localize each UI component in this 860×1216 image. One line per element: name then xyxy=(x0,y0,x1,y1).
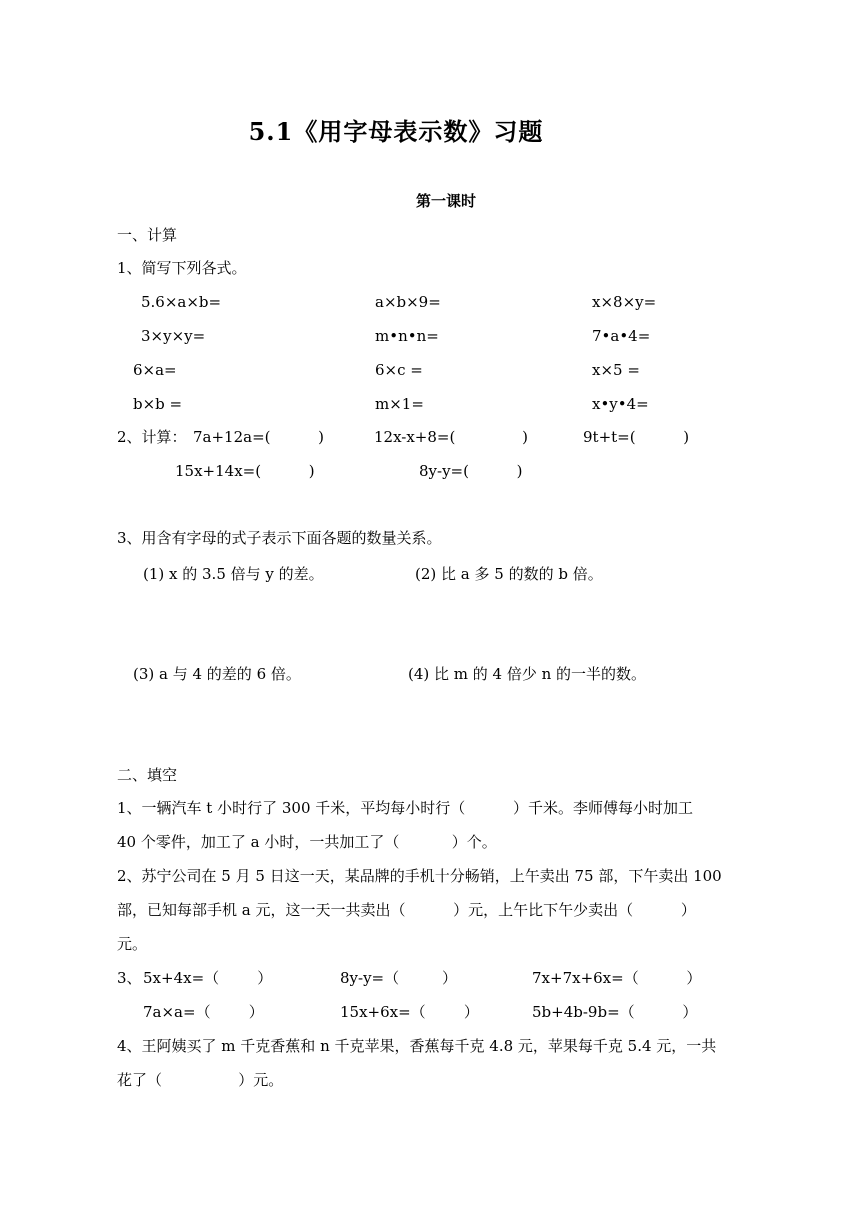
q2-label: 2、计算： xyxy=(117,428,187,446)
q2-item-1: 7a+12a=( ) xyxy=(193,428,325,446)
worksheet-title: 5.1《用字母表示数》习题 xyxy=(248,117,544,146)
fill-q2-line3: 元。 xyxy=(117,935,148,953)
fill-q1-line2: 40 个零件，加工了 a 小时，一共加工了（ ）个。 xyxy=(117,833,497,851)
fill-q4-line1: 4、王阿姨买了 m 千克香蕉和 n 千克苹果，香蕉每千克 4.8 元，苹果每千克 5.4 元，一共 xyxy=(117,1037,717,1055)
section2-heading: 二、填空 xyxy=(117,766,178,784)
expr-4-3: x•y•4= xyxy=(592,395,649,413)
expr-2-2: m•n•n= xyxy=(375,327,439,345)
q3-item-4: (4) 比 m 的 4 倍少 n 的一半的数。 xyxy=(408,665,647,683)
q1-label: 1、简写下列各式。 xyxy=(117,259,247,277)
q3-item-3: (3) a 与 4 的差的 6 倍。 xyxy=(133,665,301,683)
fill-q3-item-1: 5x+4x=（ ） xyxy=(143,969,273,987)
q2-item-2: 12x-x+8=( ) xyxy=(374,428,528,446)
expr-3-3: x×5 = xyxy=(592,361,640,379)
fill-q3-item-4: 7a×a=（ ） xyxy=(143,1003,264,1021)
fill-q2-line2: 部，已知每部手机 a 元，这一天一共卖出（ ）元，上午比下午少卖出（ ） xyxy=(117,901,696,919)
expr-1-3: x×8×y= xyxy=(592,293,657,311)
fill-q4-line2: 花了（ ）元。 xyxy=(117,1071,284,1089)
expr-4-2: m×1= xyxy=(375,395,424,413)
fill-q3-item-2: 8y-y=（ ） xyxy=(340,969,458,987)
lesson-subtitle: 第一课时 xyxy=(415,192,476,210)
section1-heading: 一、计算 xyxy=(117,226,178,244)
fill-q3-item-6: 5b+4b-9b=（ ） xyxy=(532,1003,698,1021)
fill-q3-label: 3、 xyxy=(117,969,142,987)
fill-q2-line1: 2、苏宁公司在 5 月 5 日这一天，某品牌的手机十分畅销，上午卖出 75 部，下午卖出 100 xyxy=(117,867,722,885)
expr-1-2: a×b×9= xyxy=(375,293,441,311)
expr-3-2: 6×c = xyxy=(375,361,423,379)
expr-1-1: 5.6×a×b= xyxy=(141,293,222,311)
expr-2-3: 7•a•4= xyxy=(592,327,651,345)
expr-4-1: b×b = xyxy=(133,395,183,413)
q3-label: 3、用含有字母的式子表示下面各题的数量关系。 xyxy=(117,529,442,547)
q2-item-3: 9t+t=( ) xyxy=(583,428,690,446)
expr-2-1: 3×y×y= xyxy=(141,327,206,345)
expr-3-1: 6×a= xyxy=(133,361,177,379)
q2-item-4: 15x+14x=( ) xyxy=(175,462,315,480)
fill-q3-item-5: 15x+6x=（ ） xyxy=(340,1003,479,1021)
fill-q3-item-3: 7x+7x+6x=（ ） xyxy=(532,969,702,987)
q3-item-1: (1) x 的 3.5 倍与 y 的差。 xyxy=(143,565,324,583)
fill-q1-line1: 1、一辆汽车 t 小时行了 300 千米，平均每小时行（ ）千米。李师傅每小时加工 xyxy=(117,799,693,817)
q2-item-5: 8y-y=( ) xyxy=(419,462,523,480)
q3-item-2: (2) 比 a 多 5 的数的 b 倍。 xyxy=(415,565,603,583)
